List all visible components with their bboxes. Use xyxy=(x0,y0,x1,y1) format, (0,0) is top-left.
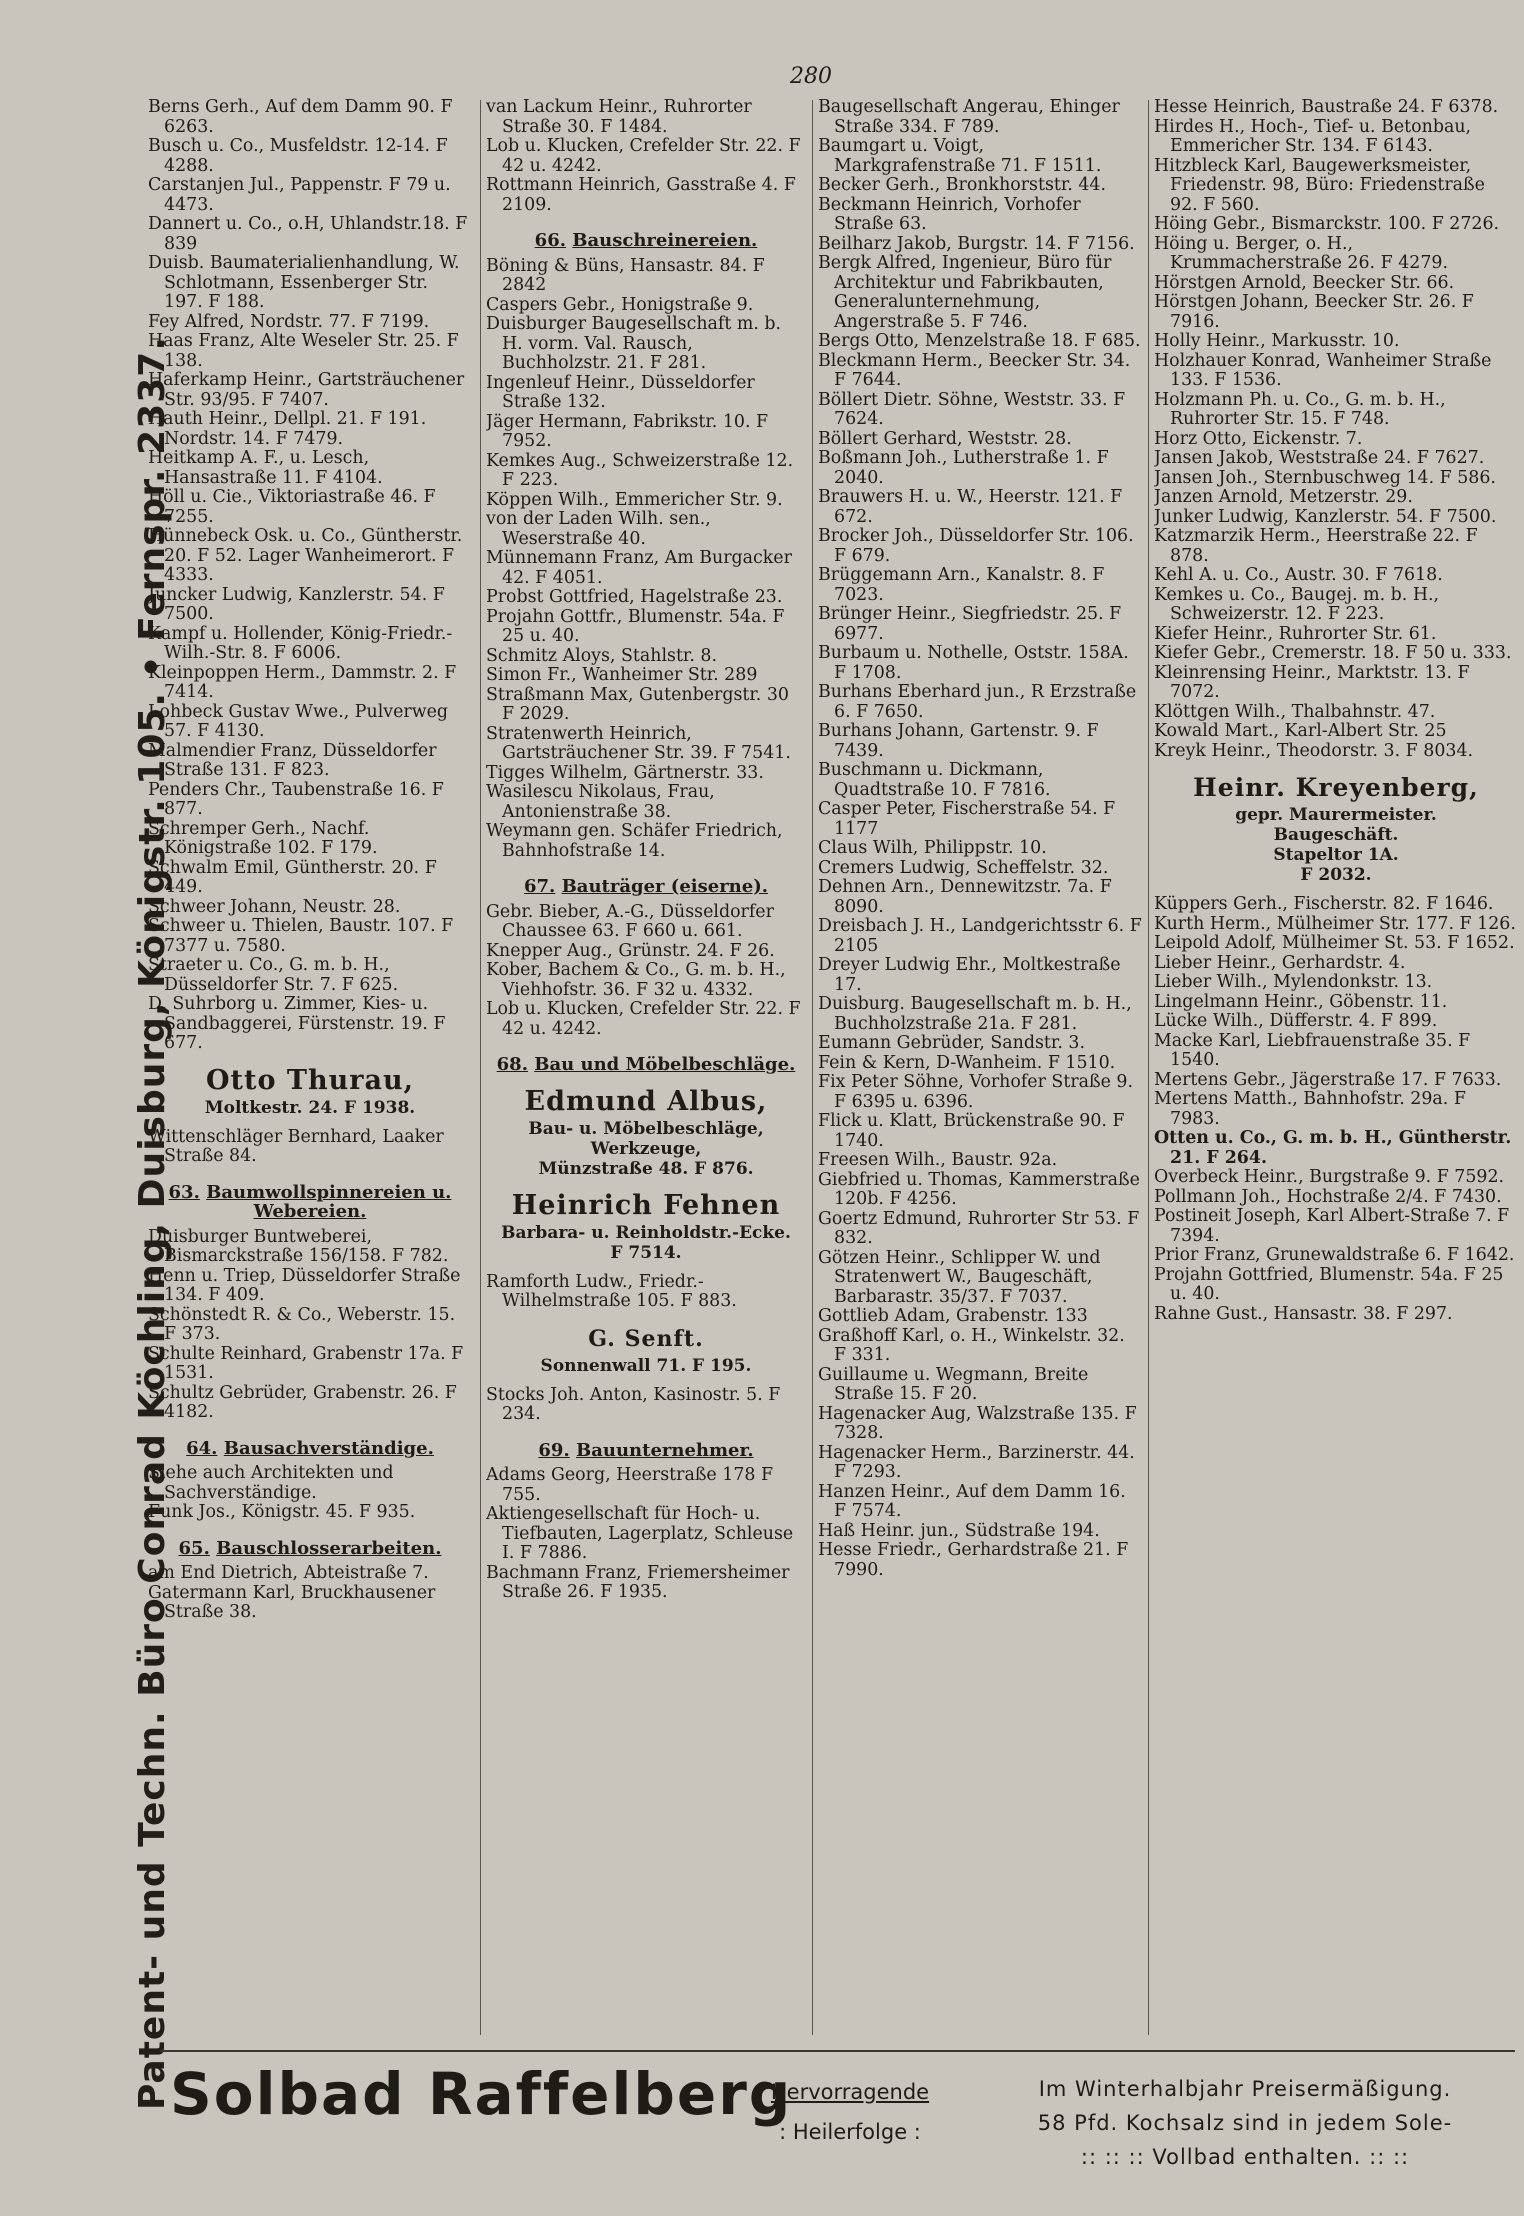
directory-entry: Graßhoff Karl, o. H., Winkelstr. 32. F 331. xyxy=(818,1325,1125,1365)
directory-entry: Schmitz Aloys, Stahlstr. 8. xyxy=(486,645,717,666)
ad-line: F 7514. xyxy=(610,1242,682,1263)
banner-right xyxy=(980,2072,1510,2174)
directory-entry: von der Laden Wilh. sen., Weserstraße 40. xyxy=(486,509,711,549)
ad-heinrich-fehnen xyxy=(486,1189,806,1263)
directory-entry: Lücke Wilh., Düfferstr. 4. F 899. xyxy=(1154,1011,1438,1031)
directory-entry: Dreisbach J. H., Landgerichtsstr 6. F 2105 xyxy=(818,916,1142,956)
directory-entry: Schultz Gebrüder, Grabenstr. 26. F 4182. xyxy=(148,1382,457,1422)
ad-line: gepr. Maurermeister. xyxy=(1235,805,1437,825)
directory-entry: Bleckmann Herm., Beecker Str. 34. F 7644. xyxy=(818,350,1131,390)
directory-entry: Dannert u. Co., o.H, Uhlandstr.18. F 839 xyxy=(148,214,468,254)
directory-entry: Kleinpoppen Herm., Dammstr. 2. F 7414. xyxy=(148,662,457,702)
directory-entry: Hagenacker Aug, Walzstraße 135. F 7328. xyxy=(818,1403,1137,1443)
entry-otten: Otten u. Co., G. m. b. H., Güntherstr. 21. F 264. xyxy=(1154,1128,1512,1168)
directory-entry: Lingelmann Heinr., Göbenstr. 11. xyxy=(1154,991,1448,1012)
directory-entry: Haas Franz, Alte Weseler Str. 25. F 138. xyxy=(148,331,459,371)
banner-line: Hervorragende xyxy=(770,2080,930,2104)
directory-entry: Brüggemann Arn., Kanalstr. 8. F 7023. xyxy=(818,565,1105,605)
banner-line: 58 Pfd. Kochsalz sind in jedem Sole- xyxy=(1037,2111,1453,2135)
directory-entry: Leipold Adolf, Mülheimer St. 53. F 1652. xyxy=(1154,933,1515,953)
directory-entry: Beilharz Jakob, Burgstr. 14. F 7156. xyxy=(818,233,1135,254)
ad-line: Stapeltor 1A. xyxy=(1273,845,1399,865)
directory-entry: Macke Karl, Liebfrauenstraße 35. F 1540. xyxy=(1154,1030,1471,1070)
directory-entry: Höing u. Berger, o. H., Krummacherstraße 26. F 4279. xyxy=(1154,233,1448,273)
directory-entry: Beckmann Heinrich, Vorhofer Straße 63. xyxy=(818,194,1081,234)
directory-entry: D. Suhrborg u. Zimmer, Kies- u. Sandbaggerei, Fürstenstr. 19. F 677. xyxy=(148,994,446,1053)
directory-entry: Brocker Joh., Düsseldorfer Str. 106. F 679. xyxy=(818,526,1134,566)
directory-entry: Duisburger Buntweberei, Bismarckstraße 156/158. F 782. xyxy=(148,1226,449,1266)
directory-entry: Gebr. Bieber, A.-G., Düsseldorfer Chaussee 63. F 660 u. 661. xyxy=(486,901,774,941)
section-heading-69: 69. Bauunternehmer. xyxy=(538,1439,754,1461)
directory-entry: Schweer u. Thielen, Baustr. 107. F 7377 u. 7580. xyxy=(148,916,454,956)
directory-entry: Stocks Joh. Anton, Kasinostr. 5. F 234. xyxy=(486,1384,781,1424)
directory-entry: Lieber Wilh., Mylendonkstr. 13. xyxy=(1154,972,1433,992)
directory-entry: Jansen Joh., Sternbuschweg 14. F 586. xyxy=(1154,467,1496,488)
banner-middle xyxy=(760,2072,940,2152)
directory-entry: Duisb. Baumaterialienhandlung, W. Schlotmann, Essenberger Str. 197. F 188. xyxy=(148,253,460,312)
directory-entry: Baumgart u. Voigt, Markgrafenstraße 71. F 1511. xyxy=(818,136,1102,176)
directory-entry: Klöttgen Wilh., Thalbahnstr. 47. xyxy=(1154,701,1436,722)
directory-entry: Buschmann u. Dickmann, Quadtstraße 10. F 7816. xyxy=(818,760,1051,800)
directory-entry: Fey Alfred, Nordstr. 77. F 7199. xyxy=(148,311,430,332)
directory-entry: Burhans Eberhard jun., R Erzstraße 6. F 7650. xyxy=(818,682,1137,722)
column-1 xyxy=(148,98,472,2040)
directory-entry: Gatermann Karl, Bruckhausener Straße 38. xyxy=(148,1582,436,1622)
directory-entry: Postineit Joseph, Karl Albert-Straße 7. F 7394. xyxy=(1154,1206,1510,1246)
directory-entry: Adams Georg, Heerstraße 178 F 755. xyxy=(486,1465,774,1505)
section-heading-65: 65. Bauschlosserarbeiten. xyxy=(178,1537,442,1559)
ad-name: Heinrich Fehnen xyxy=(511,1189,781,1221)
directory-entry: Kurth Herm., Mülheimer Str. 177. F 126. xyxy=(1154,913,1516,934)
directory-entry: Kreyk Heinr., Theodorstr. 3. F 8034. xyxy=(1154,740,1474,761)
directory-entry: Wittenschläger Bernhard, Laaker Straße 84. xyxy=(148,1126,444,1166)
banner-line: :: :: :: Vollbad enthalten. :: :: xyxy=(1080,2145,1410,2169)
directory-entry: Brünger Heinr., Siegfriedstr. 25. F 6977. xyxy=(818,604,1122,644)
directory-entry: Lieber Heinr., Gerhardstr. 4. xyxy=(1154,952,1406,973)
directory-entry: Haß Heinr. jun., Südstraße 194. xyxy=(818,1520,1100,1541)
directory-entry: Casper Peter, Fischerstraße 54. F 1177 xyxy=(818,799,1116,839)
directory-entry: Baugesellschaft Angerau, Ehinger Straße 334. F 789. xyxy=(818,98,1120,137)
directory-entry: Horz Otto, Eickenstr. 7. xyxy=(1154,428,1363,449)
directory-entry: Schwalm Emil, Güntherstr. 20. F 449. xyxy=(148,857,437,897)
directory-entry: Henn u. Triep, Düsseldorfer Straße 134. F 409. xyxy=(148,1265,461,1305)
directory-entry: Bergk Alfred, Ingenieur, Büro für Architektur und Fabrikbauten, Generalunternehmung, Angerstraße 5. F 746. xyxy=(818,253,1112,332)
directory-entry: Schönstedt R. & Co., Weberstr. 15. F 373. xyxy=(148,1304,456,1344)
directory-entry: Katzmarzik Herm., Heerstraße 22. F 878. xyxy=(1154,526,1478,566)
directory-entry: Schweer Johann, Neustr. 28. xyxy=(148,896,401,917)
directory-entry: Kober, Bachem & Co., G. m. b. H., Viehhofstr. 36. F 32 u. 4332. xyxy=(486,960,786,1000)
directory-entry: Weymann gen. Schäfer Friedrich, Bahnhofstraße 14. xyxy=(486,821,783,861)
directory-entry: Funk Jos., Königstr. 45. F 935. xyxy=(148,1502,416,1522)
directory-entry: Prior Franz, Grunewaldstraße 6. F 1642. xyxy=(1154,1245,1515,1265)
directory-entry: Brauwers H. u. W., Heerstr. 121. F 672. xyxy=(818,487,1123,527)
section-heading-64: 64. Bausachverständige. xyxy=(186,1437,434,1459)
directory-entry: Kemkes u. Co., Baugej. m. b. H., Schweizerstr. 12. F 223. xyxy=(1154,584,1440,624)
section-heading-63: 63. Baumwollspinnereien u. Webereien. xyxy=(168,1181,452,1222)
directory-entry: Hesse Heinrich, Baustraße 24. F 6378. xyxy=(1154,98,1499,117)
directory-entry: Jäger Hermann, Fabrikstr. 10. F 7952. xyxy=(486,411,769,451)
column-2 xyxy=(486,98,806,2040)
ad-heinr-kreyenberg xyxy=(1154,771,1518,885)
directory-entry: Böllert Dietr. Söhne, Weststr. 33. F 7624. xyxy=(818,389,1126,429)
directory-entry: Hünnebeck Osk. u. Co., Güntherstr. 20. F 52. Lager Wanheimerort. F 4333. xyxy=(148,526,463,585)
directory-entry: Kemkes Aug., Schweizerstraße 12. F 223. xyxy=(486,450,794,490)
section-heading-67: 67. Bauträger (eiserne). xyxy=(523,876,769,897)
directory-entry: Dehnen Arn., Dennewitzstr. 7a. F 8090. xyxy=(818,877,1112,917)
directory-entry: Stratenwerth Heinrich, Gartsträuchener Str. 39. F 7541. xyxy=(486,723,791,763)
directory-entry: Projahn Gottfr., Blumenstr. 54a. F 25 u. 40. xyxy=(486,606,785,646)
directory-entry: Mertens Gebr., Jägerstraße 17. F 7633. xyxy=(1154,1069,1502,1090)
ad-otto-thurau xyxy=(148,1064,472,1118)
directory-entry: Hesse Friedr., Gerhardstraße 21. F 7990. xyxy=(818,1540,1129,1580)
directory-entry: Wasilescu Nikolaus, Frau, Antonienstraße 38. xyxy=(486,782,715,822)
ad-line: Werkzeuge, xyxy=(590,1138,702,1159)
directory-entry: Becker Gerh., Bronkhorststr. 44. xyxy=(818,175,1106,195)
directory-entry: Malmendier Franz, Düsseldorfer Straße 131. F 823. xyxy=(148,740,437,780)
directory-entry: Tigges Wilhelm, Gärtnerstr. 33. xyxy=(486,762,764,783)
ad-name: Otto Thurau, xyxy=(206,1064,414,1096)
directory-entry: Probst Gottfried, Hagelstraße 23. xyxy=(486,587,783,607)
page-number: 280 xyxy=(790,64,832,89)
directory-entry: Busch u. Co., Musfeldstr. 12-14. F 4288. xyxy=(148,136,448,176)
directory-entry: Lob u. Klucken, Crefelder Str. 22. F 42 u. 4242. xyxy=(486,999,801,1039)
directory-entry: Lob u. Klucken, Crefelder Str. 22. F 42 u. 4242. xyxy=(486,136,801,176)
directory-entry: Straeter u. Co., G. m. b. H., Düsseldorfer Str. 7. F 625. xyxy=(148,955,399,995)
directory-entry: Rahne Gust., Hansastr. 38. F 297. xyxy=(1154,1303,1453,1324)
column-divider xyxy=(1148,100,1149,2035)
directory-entry: Bachmann Franz, Friemersheimer Straße 26. F 1935. xyxy=(486,1562,790,1602)
directory-entry: Freesen Wilh., Baustr. 92a. xyxy=(818,1150,1058,1170)
directory-entry: Knepper Aug., Grünstr. 24. F 26. xyxy=(486,940,775,961)
ad-name: Edmund Albus, xyxy=(524,1085,768,1117)
directory-entry: Simon Fr., Wanheimer Str. 289 xyxy=(486,665,758,685)
vertical-advertisement: Patent- und Techn. Büro Conrad Köchling, Duisburg, Königstr. 105. • Fernspr. 2337. xyxy=(132,335,173,2110)
directory-entry: Hörstgen Arnold, Beecker Str. 66. xyxy=(1154,272,1455,293)
directory-entry: Juncker Ludwig, Kanzlerstr. 54. F 7500. xyxy=(148,584,445,624)
directory-entry: Kowald Mart., Karl-Albert Str. 25 xyxy=(1154,721,1447,741)
directory-entry: Hirdes H., Hoch-, Tief- u. Betonbau, Emmericher Str. 134. F 6143. xyxy=(1154,116,1472,156)
directory-entry: Junker Ludwig, Kanzlerstr. 54. F 7500. xyxy=(1154,506,1497,527)
directory-entry: van Lackum Heinr., Ruhrorter Straße 30. F 1484. xyxy=(486,98,752,137)
directory-entry: Straßmann Max, Gutenbergstr. 30 F 2029. xyxy=(486,684,789,724)
directory-entry: Götzen Heinr., Schlipper W. und Stratenwert W., Baugeschäft, Barbarastr. 35/37. F 7037. xyxy=(818,1247,1101,1307)
directory-entry: Penders Chr., Taubenstraße 16. F 877. xyxy=(148,779,444,819)
directory-entry: Flick u. Klatt, Brückenstraße 90. F 1740. xyxy=(818,1111,1125,1151)
ad-line: Sonnenwall 71. F 195. xyxy=(540,1355,752,1376)
directory-entry: Fix Peter Söhne, Vorhofer Straße 9. F 6395 u. 6396. xyxy=(818,1072,1134,1112)
directory-entry: Münnemann Franz, Am Burgacker 42. F 4051. xyxy=(486,548,792,588)
directory-entry: Fein & Kern, D-Wanheim. F 1510. xyxy=(818,1052,1116,1073)
directory-entry: Holzhauer Konrad, Wanheimer Straße 133. F 1536. xyxy=(1154,350,1492,390)
directory-entry: Cremers Ludwig, Scheffelstr. 32. xyxy=(818,857,1109,878)
column-4 xyxy=(1154,98,1518,2040)
directory-entry: Berns Gerh., Auf dem Damm 90. F 6263. xyxy=(148,98,453,137)
directory-entry: Kiefer Heinr., Ruhrorter Str. 61. xyxy=(1154,623,1437,644)
directory-entry: Höll u. Cie., Viktoriastraße 46. F 7255. xyxy=(148,487,436,527)
directory-entry: Dreyer Ludwig Ehr., Moltkestraße 17. xyxy=(818,955,1121,995)
directory-entry: Eumann Gebrüder, Sandstr. 3. xyxy=(818,1033,1085,1053)
directory-entry: Kehl A. u. Co., Austr. 30. F 7618. xyxy=(1154,565,1443,585)
ad-g-senft xyxy=(486,1322,806,1376)
directory-entry: Siehe auch Architekten und Sachverständige. xyxy=(148,1463,394,1503)
directory-entry: Pollmann Joh., Hochstraße 2/4. F 7430. xyxy=(1154,1186,1502,1207)
directory-entry: Holly Heinr., Markusstr. 10. xyxy=(1154,331,1400,351)
directory-entry: Giebfried u. Thomas, Kammerstraße 120b. F 4256. xyxy=(818,1169,1140,1209)
directory-entry: Hanzen Heinr., Auf dem Damm 16. F 7574. xyxy=(818,1481,1126,1521)
directory-entry: Kleinrensing Heinr., Marktstr. 13. F 7072. xyxy=(1154,662,1470,702)
directory-entry: Gottlieb Adam, Grabenstr. 133 xyxy=(818,1306,1088,1326)
section-heading-68: 68. Bau und Möbelbeschläge. xyxy=(496,1054,796,1075)
directory-entry: Hörstgen Johann, Beecker Str. 26. F 7916. xyxy=(1154,292,1474,332)
directory-entry: Duisburg. Baugesellschaft m. b. H., Buchholzstraße 21a. F 281. xyxy=(818,994,1132,1034)
ad-line: Münzstraße 48. F 876. xyxy=(538,1158,754,1179)
directory-entry: Ingenleuf Heinr., Düsseldorfer Straße 132. xyxy=(486,372,755,412)
directory-entry: Mertens Matth., Bahnhofstr. 29a. F 7983. xyxy=(1154,1089,1466,1129)
banner-line: Im Winterhalbjahr Preisermäßigung. xyxy=(1038,2077,1452,2101)
directory-entry: Böning & Büns, Hansastr. 84. F 2842 xyxy=(486,255,765,295)
directory-entry: Höing Gebr., Bismarckstr. 100. F 2726. xyxy=(1154,214,1500,234)
directory-entry: Burbaum u. Nothelle, Oststr. 158A. F 1708. xyxy=(818,643,1129,683)
directory-entry: Heitkamp A. F., u. Lesch, Hansastraße 11. F 4104. xyxy=(148,448,383,488)
column-3 xyxy=(818,98,1142,2040)
directory-entry: Holzmann Ph. u. Co., G. m. b. H., Ruhrorter Str. 15. F 748. xyxy=(1154,389,1446,429)
directory-entry: Küppers Gerh., Fischerstr. 82. F 1646. xyxy=(1154,894,1494,914)
directory-entry: Claus Wilh, Philippstr. 10. xyxy=(818,838,1047,858)
directory-entry: Duisburger Baugesellschaft m. b. H. vorm. Val. Rausch, Buchholzstr. 21. F 281. xyxy=(486,314,782,373)
directory-entry: Goertz Edmund, Ruhrorter Str 53. F 832. xyxy=(818,1208,1140,1248)
column-divider xyxy=(480,100,481,2035)
advertisement-banner xyxy=(160,2050,1515,2182)
directory-entry: Hauth Heinr., Dellpl. 21. F 191. Nordstr. 14. F 7479. xyxy=(148,409,427,449)
banner-line: : Heilerfolge : xyxy=(779,2120,921,2144)
directory-entry: Haferkamp Heinr., Gartsträuchener Str. 93/95. F 7407. xyxy=(148,370,465,410)
ad-line: Baugeschäft. xyxy=(1273,825,1399,845)
directory-entry: am End Dietrich, Abteistraße 7. xyxy=(148,1563,429,1583)
ad-name: G. Senft. xyxy=(588,1325,704,1352)
directory-entry: Kampf u. Hollender, König-Friedr.-Wilh.-Str. 8. F 6006. xyxy=(148,623,453,663)
directory-entry: Carstanjen Jul., Pappenstr. F 79 u. 4473. xyxy=(148,175,451,215)
directory-entry: Lohbeck Gustav Wwe., Pulverweg 57. F 4130. xyxy=(148,701,449,741)
directory-entry: Hagenacker Herm., Barzinerstr. 44. F 7293. xyxy=(818,1442,1135,1482)
directory-entry: Böllert Gerhard, Weststr. 28. xyxy=(818,428,1072,449)
directory-entry: Caspers Gebr., Honigstraße 9. xyxy=(486,294,754,315)
ad-line: Barbara- u. Reinholdstr.-Ecke. xyxy=(501,1222,791,1243)
directory-entry: Kiefer Gebr., Cremerstr. 18. F 50 u. 333. xyxy=(1154,643,1512,663)
directory-entry: Overbeck Heinr., Burgstraße 9. F 7592. xyxy=(1154,1167,1505,1187)
directory-entry: Projahn Gottfried, Blumenstr. 54a. F 25 u. 40. xyxy=(1154,1264,1504,1304)
ad-line: Bau- u. Möbelbeschläge, xyxy=(528,1118,764,1139)
directory-entry: Guillaume u. Wegmann, Breite Straße 15. F 20. xyxy=(818,1364,1089,1404)
column-divider xyxy=(812,100,813,2035)
directory-entry: Ramforth Ludw., Friedr.-Wilhelmstraße 105. F 883. xyxy=(486,1271,737,1311)
banner-title: Solbad Raffelberg xyxy=(170,2060,793,2128)
directory-entry: Janzen Arnold, Metzerstr. 29. xyxy=(1154,487,1413,507)
directory-entry: Hitzbleck Karl, Baugewerksmeister, Friedenstr. 98, Büro: Friedenstraße 92. F 560. xyxy=(1154,155,1485,215)
directory-entry: Schremper Gerh., Nachf. Königstraße 102. F 179. xyxy=(148,818,378,858)
directory-entry: Rottmann Heinrich, Gasstraße 4. F 2109. xyxy=(486,175,796,215)
ad-address: Moltkestr. 24. F 1938. xyxy=(204,1097,416,1118)
ad-edmund-albus xyxy=(486,1085,806,1179)
directory-entry: Jansen Jakob, Weststraße 24. F 7627. xyxy=(1154,448,1485,468)
directory-entry: Boßmann Joh., Lutherstraße 1. F 2040. xyxy=(818,448,1109,488)
ad-line: F 2032. xyxy=(1300,865,1372,885)
directory-entry: Schulte Reinhard, Grabenstr 17a. F 1531. xyxy=(148,1343,464,1383)
ad-name: Heinr. Kreyenberg, xyxy=(1193,773,1479,802)
directory-entry: Bergs Otto, Menzelstraße 18. F 685. xyxy=(818,331,1141,351)
directory-entry: Aktiengesellschaft für Hoch- u. Tiefbauten, Lagerplatz, Schleuse I. F 7886. xyxy=(486,1504,794,1563)
directory-entry: Burhans Johann, Gartenstr. 9. F 7439. xyxy=(818,721,1099,761)
section-heading-66: 66. Bauschreinereien. xyxy=(534,230,758,251)
directory-entry: Köppen Wilh., Emmericher Str. 9. xyxy=(486,489,783,510)
